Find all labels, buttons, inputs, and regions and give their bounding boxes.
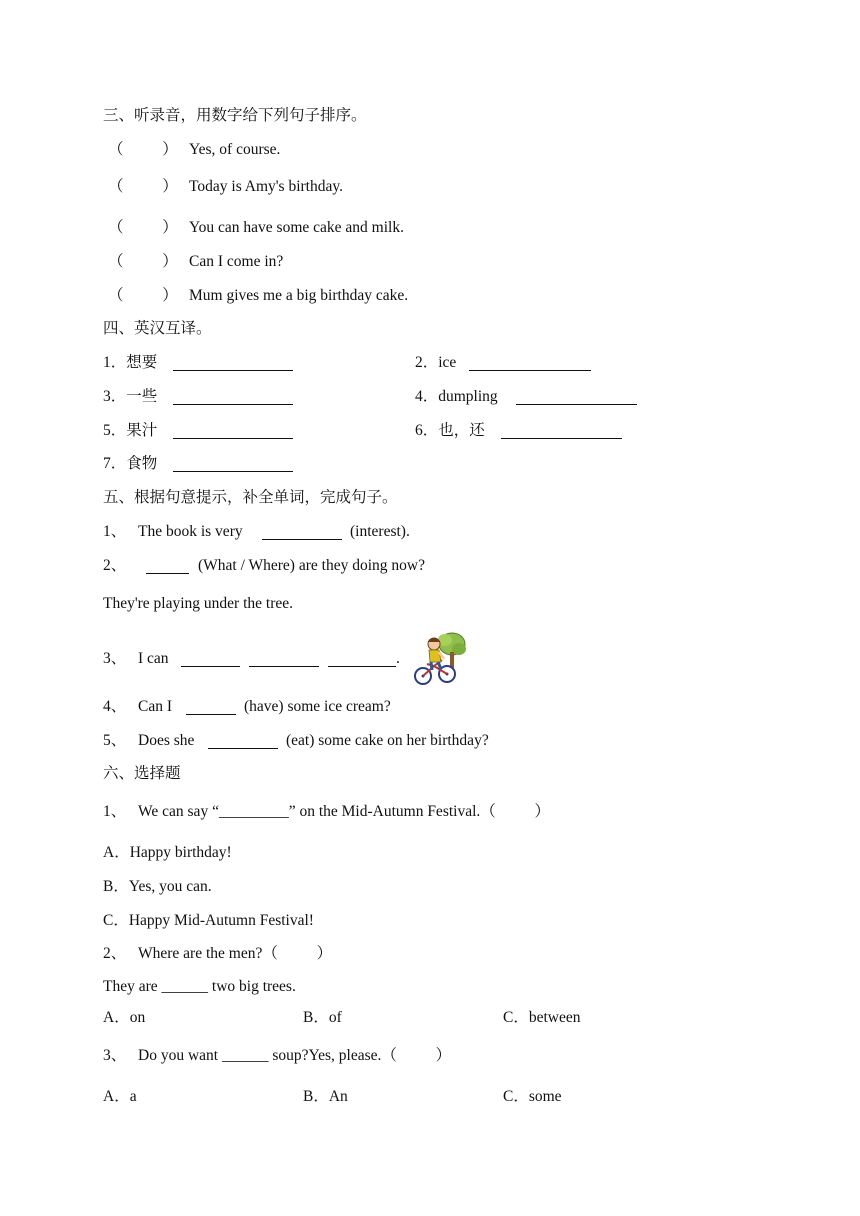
answer-blank[interactable]: [262, 524, 342, 540]
option-a[interactable]: A．a: [103, 1088, 137, 1105]
answer-blank[interactable]: [173, 355, 293, 371]
question-text: Do you want ______ soup?Yes, please.（ ）: [138, 1047, 452, 1064]
order-paren[interactable]: （ ）: [108, 219, 178, 236]
translate-item: 7．食物: [103, 455, 158, 472]
answer-blank[interactable]: [501, 423, 622, 439]
question-text: I can: [138, 650, 169, 667]
answer-blank[interactable]: [249, 651, 319, 667]
order-sentence: Today is Amy's birthday.: [189, 178, 343, 195]
question-text: .: [396, 650, 400, 667]
translate-item: 2．ice: [415, 354, 457, 371]
answer-blank[interactable]: [173, 456, 293, 472]
answer-blank[interactable]: [328, 651, 396, 667]
section6-title: 六、选择题: [103, 765, 181, 782]
question-number: 2、: [103, 945, 127, 962]
question-text: (have) some ice cream?: [244, 698, 391, 715]
order-paren[interactable]: （ ）: [108, 178, 178, 195]
option-c[interactable]: C．Happy Mid-Autumn Festival!: [103, 912, 314, 929]
translate-item: 1．想要: [103, 354, 158, 371]
order-sentence: Yes, of course.: [189, 141, 281, 158]
option-b[interactable]: B．of: [303, 1009, 342, 1026]
question-text: Does she: [138, 732, 195, 749]
question-number: 4、: [103, 698, 127, 715]
question-number: 5、: [103, 732, 127, 749]
question-text: (interest).: [350, 523, 410, 540]
question-text: Where are the men?（ ）: [138, 945, 333, 962]
option-c[interactable]: C．some: [503, 1088, 562, 1105]
translate-item: 3．一些: [103, 388, 158, 405]
question-number: 3、: [103, 1047, 127, 1064]
option-b[interactable]: B．Yes, you can.: [103, 878, 212, 895]
order-sentence: You can have some cake and milk.: [189, 219, 404, 236]
answer-blank[interactable]: [181, 651, 240, 667]
answer-blank[interactable]: [173, 389, 293, 405]
option-a[interactable]: A．on: [103, 1009, 146, 1026]
question-text: (eat) some cake on her birthday?: [286, 732, 489, 749]
boy-riding-bike-picture: [412, 630, 470, 686]
translate-item: 5．果汁: [103, 422, 158, 439]
translate-item: 4．dumpling: [415, 388, 498, 405]
option-c[interactable]: C．between: [503, 1009, 581, 1026]
order-paren[interactable]: （ ）: [108, 287, 178, 304]
question-subtext: They are ______ two big trees.: [103, 978, 296, 995]
section3-title: 三、听录音，用数字给下列句子排序。: [103, 107, 367, 124]
translate-item: 6．也，还: [415, 422, 485, 439]
answer-blank[interactable]: [186, 699, 236, 715]
answer-blank[interactable]: [208, 733, 278, 749]
section5-title: 五、根据句意提示，补全单词，完成句子。: [103, 489, 398, 506]
question-number: 2、: [103, 557, 127, 574]
answer-blank[interactable]: [173, 423, 293, 439]
question-number: 3、: [103, 650, 127, 667]
answer-sentence: They're playing under the tree.: [103, 595, 294, 612]
option-a[interactable]: A．Happy birthday!: [103, 844, 232, 861]
question-text: Can I: [138, 698, 173, 715]
question-text: The book is very: [138, 523, 243, 540]
order-sentence: Mum gives me a big birthday cake.: [189, 287, 409, 304]
answer-blank[interactable]: [516, 389, 637, 405]
option-b[interactable]: B．An: [303, 1088, 348, 1105]
question-number: 1、: [103, 523, 127, 540]
answer-blank[interactable]: [146, 558, 189, 574]
question-number: 1、: [103, 803, 127, 820]
question-text: (What / Where) are they doing now?: [198, 557, 425, 574]
order-paren[interactable]: （ ）: [108, 253, 178, 270]
section4-title: 四、英汉互译。: [103, 320, 212, 337]
question-text: We can say “_________” on the Mid-Autumn Festival.（ ）: [138, 803, 551, 820]
order-sentence: Can I come in?: [189, 253, 284, 270]
order-paren[interactable]: （ ）: [108, 141, 178, 158]
answer-blank[interactable]: [469, 355, 591, 371]
